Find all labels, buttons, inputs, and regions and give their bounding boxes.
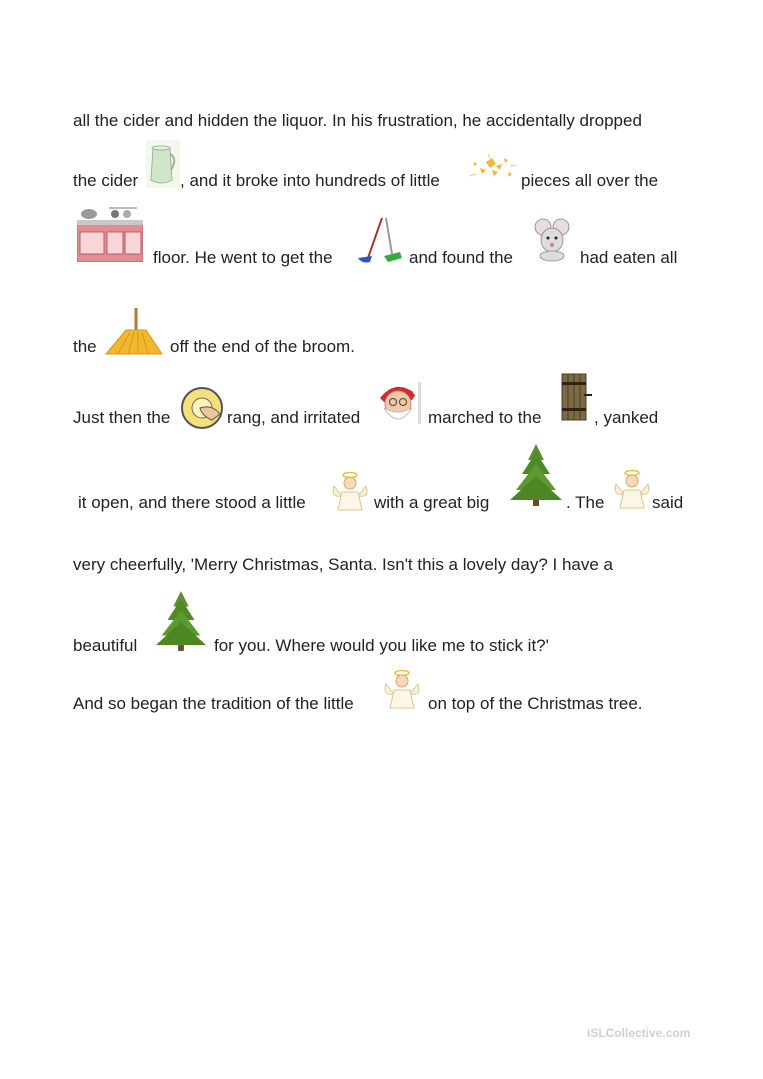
text-segment: said — [652, 493, 684, 512]
text-line-1 — [73, 111, 642, 131]
text-line-2b — [180, 171, 440, 191]
text-segment: and found the — [409, 248, 513, 267]
text-line-4 — [73, 337, 97, 357]
text-segment: . The — [566, 493, 605, 512]
christmas-tree-icon — [154, 588, 208, 654]
broken-glass-icon — [466, 150, 518, 186]
text-line-6c — [566, 493, 604, 513]
text-line-2 — [73, 171, 138, 191]
text-line-4b — [170, 337, 355, 357]
text-segment: it open, and there stood a little — [78, 493, 306, 512]
santa-icon — [374, 378, 424, 428]
text-segment: very cheerfully, 'Merry Christmas, Santa. Isn't this a lovely day? I have a — [73, 555, 613, 574]
text-segment: all the cider and hidden the liquor. In his frustration, he accidentally dropped — [73, 111, 642, 130]
christmas-tree-icon — [508, 442, 564, 508]
door-icon — [560, 372, 594, 424]
text-segment: the — [73, 337, 97, 356]
text-segment: , and it broke into hundreds of little — [180, 171, 440, 190]
kitchen-icon — [77, 202, 143, 262]
text-line-3c — [580, 248, 677, 268]
text-segment: Just then the — [73, 408, 171, 427]
text-segment: had eaten all — [580, 248, 678, 267]
text-line-7 — [73, 555, 613, 575]
text-segment: beautiful — [73, 636, 138, 655]
text-line-8 — [73, 636, 137, 656]
angel-icon — [612, 468, 652, 512]
text-line-6d — [652, 493, 683, 513]
text-segment: with a great big — [374, 493, 490, 512]
text-segment: for you. Where would you like me to stick it?' — [214, 636, 549, 655]
text-line-6 — [78, 493, 306, 513]
mouse-icon — [530, 216, 576, 262]
text-segment: And so began the tradition of the little — [73, 694, 354, 713]
text-line-5d — [594, 408, 658, 428]
text-line-3 — [153, 248, 333, 268]
text-segment: the cider — [73, 171, 139, 190]
text-segment: off the end of the broom. — [170, 337, 355, 356]
mop-and-dustpan-icon — [356, 216, 404, 266]
broom-icon — [104, 308, 164, 358]
text-line-2c — [521, 171, 658, 191]
text-line-9 — [73, 694, 354, 714]
text-segment: rang, and irritated — [227, 408, 361, 427]
doorbell-icon — [180, 386, 226, 430]
angel-icon — [330, 470, 370, 514]
cider-jug-icon — [146, 140, 180, 188]
text-line-9b — [428, 694, 643, 714]
text-line-3b — [409, 248, 513, 268]
text-line-5 — [73, 408, 170, 428]
text-line-5b — [227, 408, 360, 428]
text-line-6b — [374, 493, 489, 513]
angel-icon — [382, 668, 422, 712]
text-segment: on top of the Christmas tree. — [428, 694, 643, 713]
text-line-8b — [214, 636, 549, 656]
text-segment: marched to the — [428, 408, 542, 427]
text-segment: , yanked — [594, 408, 659, 427]
watermark: iSLCollective.com — [587, 1026, 691, 1040]
text-segment: floor. He went to get the — [153, 248, 333, 267]
text-segment: pieces all over the — [521, 171, 659, 190]
text-line-5c — [428, 408, 541, 428]
